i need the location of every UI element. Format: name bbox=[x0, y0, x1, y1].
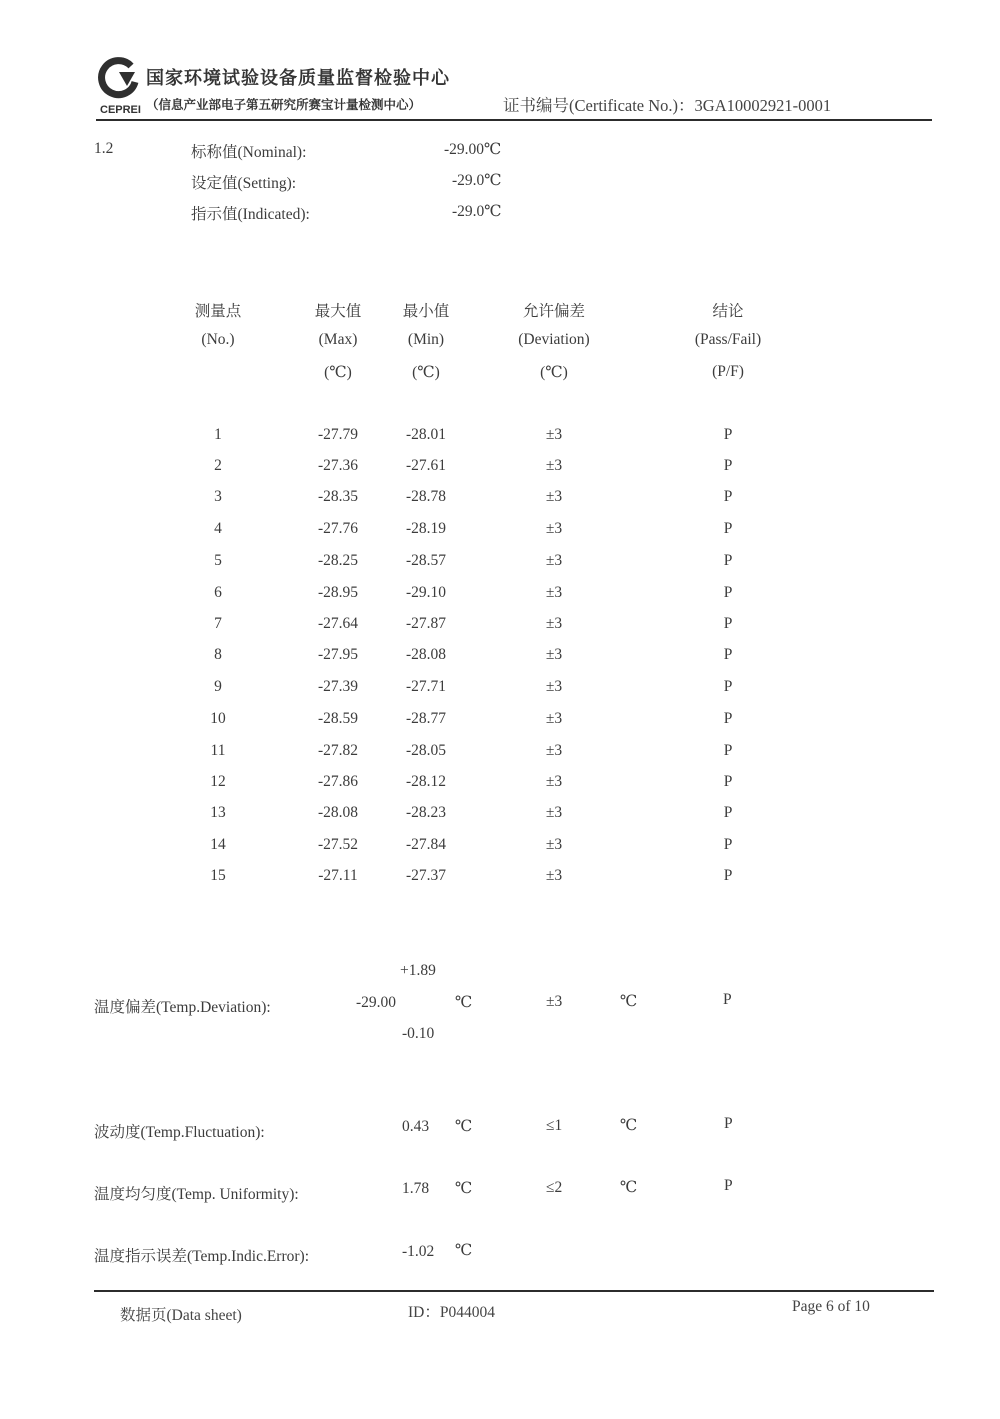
cell-dev: ±3 bbox=[545, 615, 563, 632]
cell-min: -28.05 bbox=[405, 742, 447, 759]
header-dev-en: (Deviation) bbox=[518, 331, 590, 348]
cell-max: -27.64 bbox=[317, 615, 359, 632]
cell-pf: P bbox=[723, 804, 733, 821]
cell-dev: ±3 bbox=[545, 678, 563, 695]
nominal-value: -29.00℃ bbox=[444, 141, 502, 158]
indic-error-unit: ℃ bbox=[455, 1242, 473, 1259]
nominal-label: 标称值(Nominal): bbox=[191, 144, 307, 161]
fluctuation-limit-unit: ℃ bbox=[620, 1117, 638, 1134]
cell-max: -27.76 bbox=[317, 520, 359, 537]
cell-min: -28.57 bbox=[405, 552, 447, 569]
data-sheet-label: 数据页(Data sheet) bbox=[120, 1307, 242, 1324]
header-rule bbox=[96, 119, 932, 121]
cell-dev: ±3 bbox=[545, 488, 563, 505]
cell-dev: ±3 bbox=[545, 773, 563, 790]
cell-pf: P bbox=[723, 646, 733, 663]
cell-min: -28.08 bbox=[405, 646, 447, 663]
header-dev-unit: (℃) bbox=[540, 364, 568, 381]
cell-no: 7 bbox=[214, 615, 222, 632]
cell-pf: P bbox=[723, 488, 733, 505]
cell-pf: P bbox=[723, 836, 733, 853]
uniformity-label: 温度均匀度(Temp. Uniformity): bbox=[94, 1186, 299, 1203]
cell-no: 13 bbox=[210, 804, 226, 821]
cell-pf: P bbox=[723, 773, 733, 790]
indic-error-value: -1.02 bbox=[402, 1243, 435, 1260]
indicated-label: 指示值(Indicated): bbox=[191, 206, 310, 223]
cell-no: 10 bbox=[210, 710, 226, 727]
cell-dev: ±3 bbox=[545, 584, 563, 601]
cell-max: -27.82 bbox=[317, 742, 359, 759]
cell-min: -28.19 bbox=[405, 520, 447, 537]
uniformity-value: 1.78 bbox=[402, 1180, 430, 1197]
cell-dev: ±3 bbox=[545, 867, 563, 884]
cell-dev: ±3 bbox=[545, 710, 563, 727]
deviation-limit-unit: ℃ bbox=[620, 993, 638, 1010]
header-dev-cn: 允许偏差 bbox=[522, 303, 585, 320]
setting-label: 设定值(Setting): bbox=[191, 175, 297, 192]
cell-min: -28.78 bbox=[405, 488, 447, 505]
cell-pf: P bbox=[723, 615, 733, 632]
header-min-unit: (℃) bbox=[412, 364, 440, 381]
header-pf-en: (Pass/Fail) bbox=[694, 331, 762, 348]
logo-text: CEPREI bbox=[100, 104, 141, 116]
cell-max: -27.79 bbox=[317, 426, 359, 443]
ceprei-logo-icon bbox=[97, 56, 141, 100]
uniformity-limit: ≤2 bbox=[546, 1179, 563, 1196]
cell-no: 14 bbox=[210, 836, 226, 853]
org-subtitle: （信息产业部电子第五研究所赛宝计量检测中心） bbox=[146, 97, 422, 112]
header-min-en: (Min) bbox=[407, 331, 445, 348]
cell-min: -27.84 bbox=[405, 836, 447, 853]
cell-no: 3 bbox=[214, 488, 222, 505]
cell-dev: ±3 bbox=[545, 742, 563, 759]
cell-pf: P bbox=[723, 552, 733, 569]
cell-min: -27.87 bbox=[405, 615, 447, 632]
cell-dev: ±3 bbox=[545, 457, 563, 474]
cell-max: -27.39 bbox=[317, 678, 359, 695]
header-max-cn: 最大值 bbox=[314, 303, 362, 320]
cell-pf: P bbox=[723, 710, 733, 727]
cell-max: -27.36 bbox=[317, 457, 359, 474]
cell-min: -28.12 bbox=[405, 773, 447, 790]
cell-min: -28.01 bbox=[405, 426, 447, 443]
cell-no: 8 bbox=[214, 646, 222, 663]
header-max-unit: (℃) bbox=[324, 364, 352, 381]
header-no-cn: 测量点 bbox=[194, 303, 242, 320]
fluctuation-result: P bbox=[724, 1115, 733, 1132]
cell-max: -27.95 bbox=[317, 646, 359, 663]
fluctuation-label: 波动度(Temp.Fluctuation): bbox=[94, 1124, 265, 1141]
cell-min: -27.71 bbox=[405, 678, 447, 695]
cell-no: 15 bbox=[210, 867, 226, 884]
cell-pf: P bbox=[723, 584, 733, 601]
cell-no: 6 bbox=[214, 584, 222, 601]
uniformity-result: P bbox=[724, 1177, 733, 1194]
cell-max: -27.11 bbox=[318, 867, 358, 884]
cell-no: 11 bbox=[210, 742, 226, 759]
cell-pf: P bbox=[723, 742, 733, 759]
cell-no: 5 bbox=[214, 552, 222, 569]
cell-dev: ±3 bbox=[545, 646, 563, 663]
header-pf-unit: (P/F) bbox=[712, 363, 744, 380]
indic-error-label: 温度指示误差(Temp.Indic.Error): bbox=[94, 1248, 310, 1265]
fluctuation-unit: ℃ bbox=[455, 1118, 473, 1135]
header-no-en: (No.) bbox=[201, 331, 235, 348]
cell-pf: P bbox=[723, 457, 733, 474]
deviation-limit: ±3 bbox=[546, 993, 563, 1010]
certificate-label: 证书编号(Certificate No.)： bbox=[503, 96, 695, 115]
cell-dev: ±3 bbox=[545, 552, 563, 569]
cell-pf: P bbox=[723, 678, 733, 695]
cell-min: -28.77 bbox=[405, 710, 447, 727]
deviation-label: 温度偏差(Temp.Deviation): bbox=[94, 999, 271, 1016]
cell-min: -27.61 bbox=[405, 457, 447, 474]
cell-max: -28.25 bbox=[317, 552, 359, 569]
cell-max: -28.95 bbox=[317, 584, 359, 601]
document-id: ID：P044004 bbox=[408, 1304, 495, 1321]
uniformity-limit-unit: ℃ bbox=[620, 1179, 638, 1196]
section-number: 1.2 bbox=[94, 140, 114, 157]
cell-dev: ±3 bbox=[545, 804, 563, 821]
header-pf-cn: 结论 bbox=[712, 303, 744, 320]
header-max-en: (Max) bbox=[318, 331, 358, 348]
cell-max: -27.52 bbox=[317, 836, 359, 853]
cell-min: -28.23 bbox=[405, 804, 447, 821]
footer-rule bbox=[94, 1290, 934, 1292]
deviation-result: P bbox=[723, 991, 732, 1008]
cell-pf: P bbox=[723, 520, 733, 537]
deviation-upper: +1.89 bbox=[400, 962, 436, 979]
deviation-unit: ℃ bbox=[455, 994, 473, 1011]
indicated-value: -29.0℃ bbox=[452, 203, 502, 220]
setting-value: -29.0℃ bbox=[452, 172, 502, 189]
fluctuation-limit: ≤1 bbox=[546, 1117, 563, 1134]
fluctuation-value: 0.43 bbox=[402, 1118, 430, 1135]
cell-max: -28.59 bbox=[317, 710, 359, 727]
cell-min: -27.37 bbox=[405, 867, 447, 884]
cell-max: -27.86 bbox=[317, 773, 359, 790]
cell-no: 9 bbox=[214, 678, 222, 695]
cell-pf: P bbox=[723, 426, 733, 443]
header-min-cn: 最小值 bbox=[402, 303, 450, 320]
cell-min: -29.10 bbox=[405, 584, 447, 601]
cell-dev: ±3 bbox=[545, 836, 563, 853]
cell-no: 2 bbox=[214, 457, 222, 474]
cell-no: 1 bbox=[214, 426, 222, 443]
cell-no: 12 bbox=[210, 773, 226, 790]
deviation-value: -29.00 bbox=[356, 994, 397, 1011]
cell-no: 4 bbox=[214, 520, 222, 537]
deviation-lower: -0.10 bbox=[402, 1025, 435, 1042]
cell-pf: P bbox=[723, 867, 733, 884]
org-name: 国家环境试验设备质量监督检验中心 bbox=[146, 68, 450, 89]
uniformity-unit: ℃ bbox=[455, 1180, 473, 1197]
cell-max: -28.35 bbox=[317, 488, 359, 505]
cell-max: -28.08 bbox=[317, 804, 359, 821]
cell-dev: ±3 bbox=[545, 520, 563, 537]
cell-dev: ±3 bbox=[545, 426, 563, 443]
certificate-number bbox=[503, 92, 831, 116]
certificate-value: 3GA10002921-0001 bbox=[694, 96, 832, 115]
page-number: Page 6 of 10 bbox=[792, 1298, 870, 1315]
